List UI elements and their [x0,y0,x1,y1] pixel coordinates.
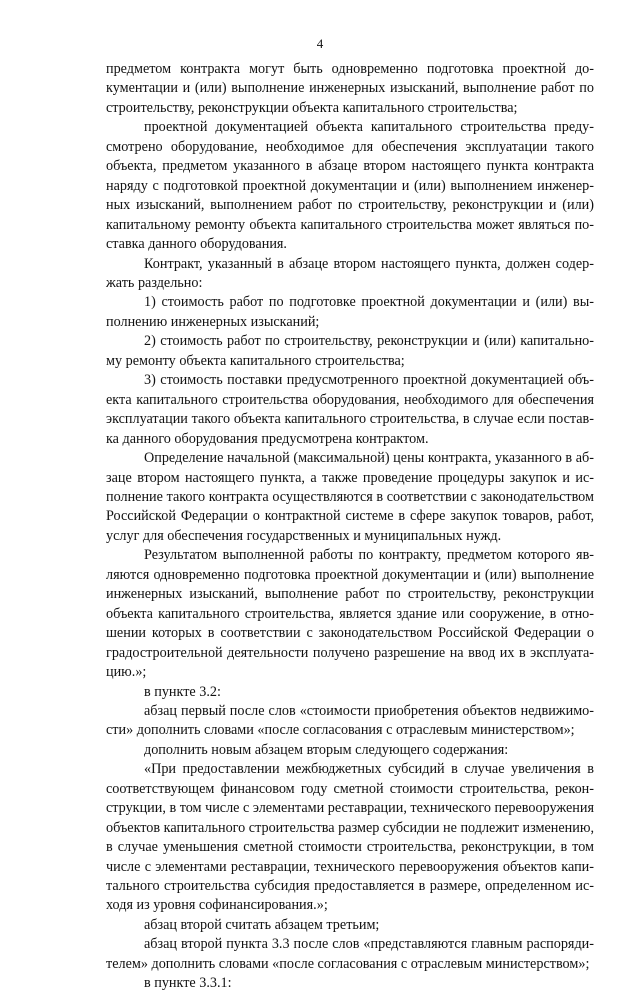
paragraph: проектной документацией объекта капитального строительства предусмотрено оборудование, необходимое для обеспечения эксплуатации такого объекта, предметом указанного в абзаце втором настоящего пункта контракта наряду с подготовкой проектной документации и (или) выполнением инженерных изысканий, выполнением работ по строительству, реконструкции и (или) капитальному ремонту объекта капитального строительства может являться поставка данного оборудования. [106,119,594,253]
paragraph: абзац второй пункта 3.3 после слов «представляются главным распорядителем» дополнить словами «после согласования с отраслевым министерством»; [106,936,594,972]
list-item: 3) стоимость поставки предусмотренного проектной документацией объекта капитального строительства оборудования, необходимого для обеспечения эксплуатации такого объекта капитального строительства, в случае если поставка данного оборудования предусмотрена контрактом. [106,372,594,447]
paragraph: Контракт, указанный в абзаце втором настоящего пункта, должен содержать раздельно: [106,255,594,291]
document-body [106,60,594,994]
paragraph: дополнить новым абзацем вторым следующего содержания: [144,741,509,758]
list-item: 2) стоимость работ по строительству, реконструкции и (или) капитальному ремонту объекта капитального строительства; [106,333,594,369]
paragraph: Определение начальной (максимальной) цены контракта, указанного в абзаце втором настоящего пункта, а также проведение процедуры закупок и исполнение такого контракта осуществляются в соответствии с законодательством Российской Федерации о контрактной системе в сфере закупок товаров, работ, услуг для обеспечения государственных и муниципальных нужд. [106,450,594,544]
paragraph: абзац второй считать абзацем третьим; [144,916,380,933]
paragraph: в пункте 3.3.1: [144,975,232,992]
paragraph: абзац первый после слов «стоимости приобретения объектов недвижимости» дополнить словами «после согласования с отраслевым министерством»; [106,702,594,739]
paragraph: в пункте 3.2: [144,683,221,700]
paragraph: Результатом выполненной работы по контракту, предметом которого являются одновременно подготовка проектной документации и (или) выполнение инженерных изысканий, выполнение работ по строительству, реконструкции объекта капитального строительства, является здание или сооружение, в отношении которых в соответствии с законодательством Российской Федерации о градостроительной деятельности получено разрешение на ввод их в эксплуатацию.»; [106,547,594,681]
list-item: 1) стоимость работ по подготовке проектной документации и (или) выполнению инженерных изысканий; [106,294,594,330]
paragraph: «При предоставлении межбюджетных субсидий в случае увеличения в соответствующем финансовом году сметной стоимости строительства, реконструкции, в том числе с элементами реставрации, технического перевооружения объектов капитального строительства размер субсидии не подлежит изменению, в случае уменьшения сметной стоимости строительства, реконструкции, в том числе с элементами реставрации, технического перевооружения объектов капитального строительства субсидия предоставляется в размере, определенном исходя из уровня софинансирования.»; [106,761,594,914]
page-number: 4 [316,36,324,51]
paragraph: предметом контракта могут быть одновременно подготовка проектной документации и (или) выполнение инженерных изысканий, выполнение работ по строительству, реконструкции объекта капитального строительства; [106,61,594,116]
